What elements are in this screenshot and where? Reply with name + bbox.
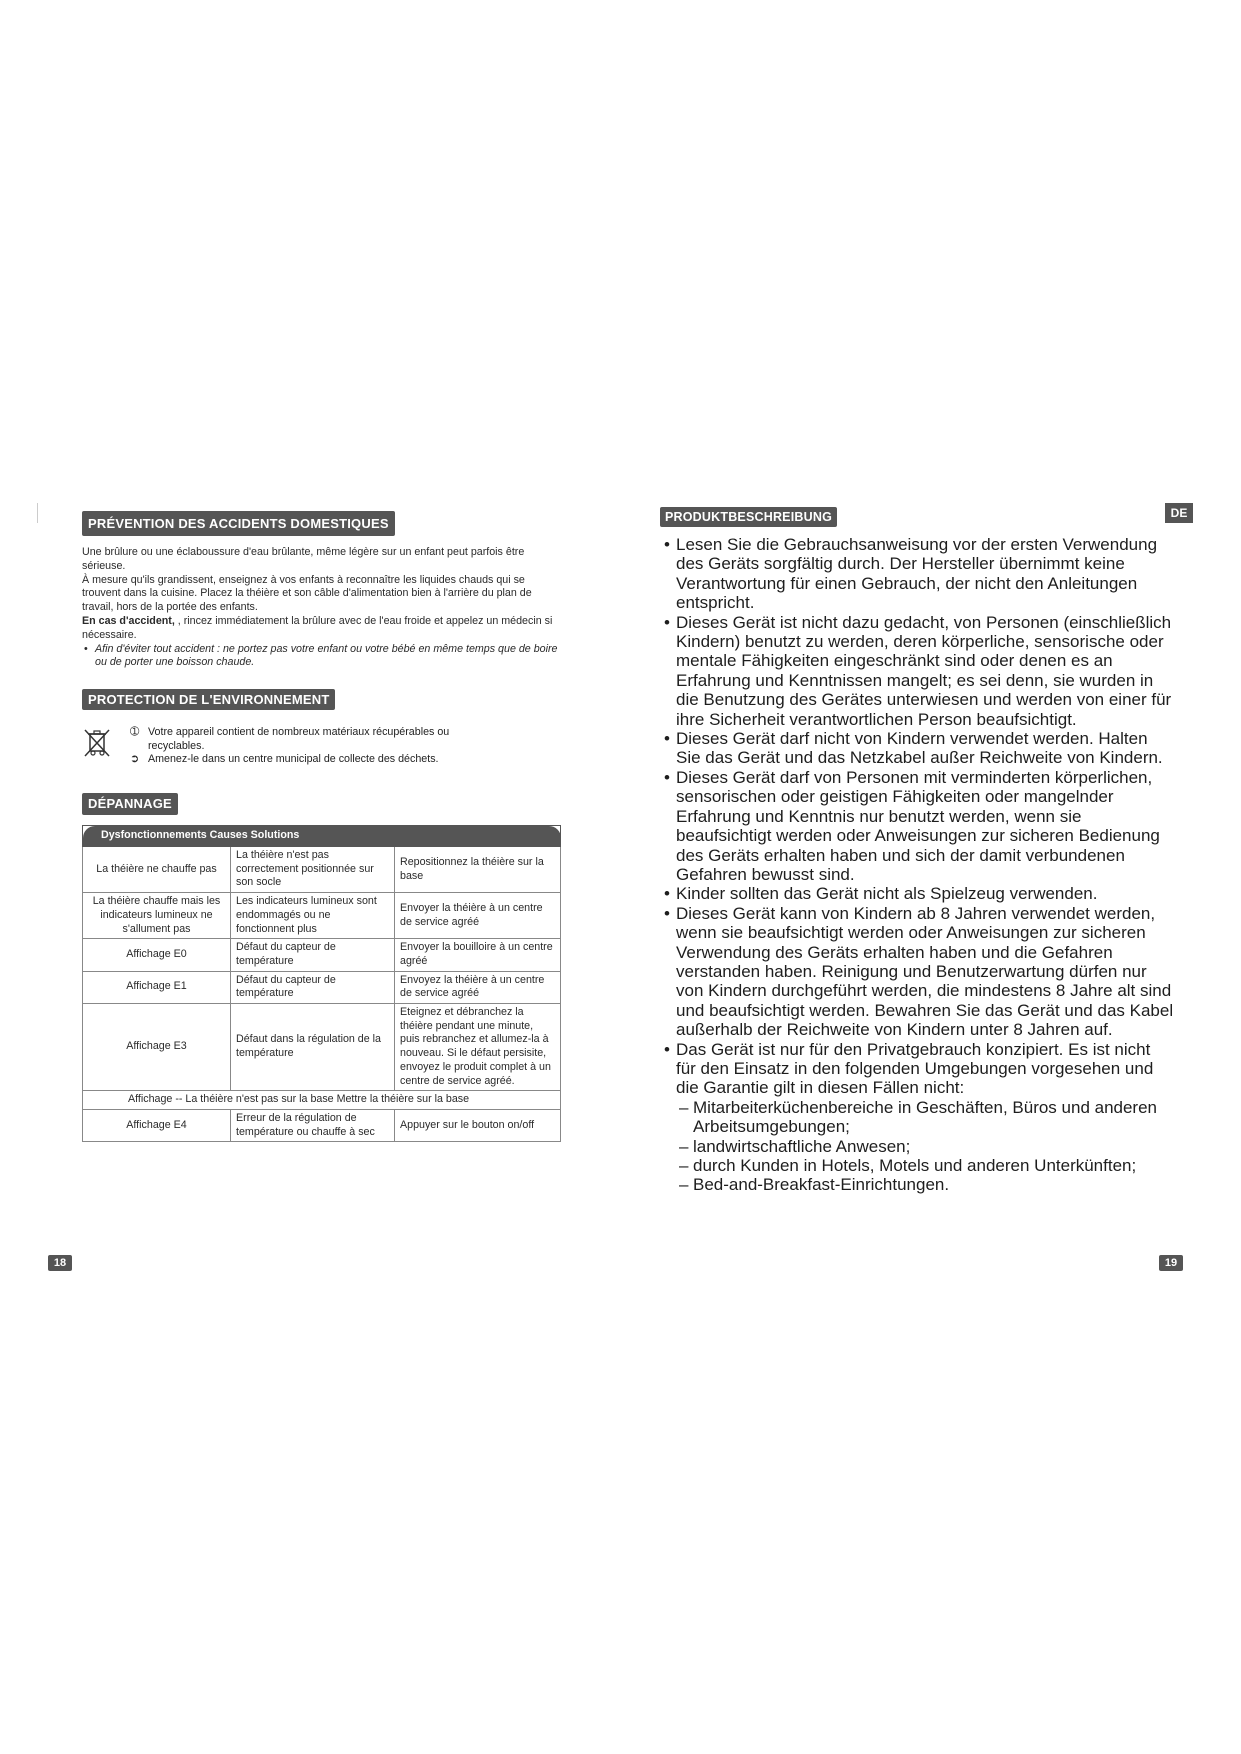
crossed-bin-icon <box>82 727 112 759</box>
language-tag: DE <box>1165 503 1193 523</box>
table-row <box>83 971 561 1003</box>
environment-list <box>130 726 490 767</box>
sub-list-item: – landwirtschaftliche Anwesen; <box>664 1137 1174 1156</box>
accident-text: , rincez immédiatement la brûlure avec de l'eau froide et appelez un médecin si nécessaire. <box>82 614 553 641</box>
list-item: • Dieses Gerät kann von Kindern ab 8 Jahren verwendet werden, wenn sie beaufsichtigt werden oder Anweisungen zur sicheren Verwendung des Geräts erhalten haben und die Gefahren verstanden haben. Reinigung und Benutzerwartung dürfen nur von Kindern durchgeführt werden, die mindestens 8 Jahre alt sind und beaufsichtigt werden. Bewahren Sie das Gerät und das Kabel außerhalb der Reichweite von Kindern unter 8 Jahren auf. <box>664 904 1174 1040</box>
list-item: • Dieses Gerät ist nicht dazu gedacht, von Personen (einschließlich Kindern) benutzt zu werden, deren körperliche, sensorische oder mentale Fähigkeiten eingeschränkt sind oder denen es an Erfahrung und Kenntnissen mangelt; es sei denn, sie wurden in die Benutzung des Gerätes unterwiesen und werden von einer für ihre Sicherheit verantwortlichen Person beaufsichtigt. <box>664 613 1174 729</box>
table-header-empty <box>395 826 561 847</box>
list-item: • Dieses Gerät darf nicht von Kindern verwendet werden. Halten Sie das Gerät und das Netzkabel außer Reichweite von Kindern. <box>664 729 1174 768</box>
table-row <box>83 1109 561 1141</box>
troubleshooting-heading: DÉPANNAGE <box>82 793 178 815</box>
table-row <box>83 939 561 971</box>
symptom-cell: Affichage E1 <box>83 971 231 1003</box>
prevention-bullet-text: Afin d'éviter tout accident : ne portez pas votre enfant ou votre bébé en même temps que de boire ou de porter une boisson chaude. <box>95 642 558 669</box>
symptom-cell: Affichage E0 <box>83 939 231 971</box>
table-row <box>83 1091 561 1110</box>
table-row <box>83 847 561 893</box>
environment-item-1-text: Votre appareil contient de nombreux matériaux récupérables ou recyclables. <box>148 726 450 752</box>
list-item: • Kinder sollten das Gerät nicht als Spielzeug verwenden. <box>664 884 1174 903</box>
list-item: • Lesen Sie die Gebrauchsanweisung vor der ersten Verwendung des Geräts sorgfältig durch. Der Hersteller übernimmt keine Verantwortung für einen Gebrauch, der nicht den Anleitungen entspricht. <box>664 535 1174 613</box>
environment-item-2 <box>130 753 490 767</box>
solution-cell: Repositionnez la théière sur la base <box>395 847 561 893</box>
prevention-text <box>82 546 562 670</box>
product-description-heading: PRODUKTBESCHREIBUNG <box>660 507 837 527</box>
product-description-list <box>664 535 1174 1195</box>
solution-cell: Envoyer la théière à un centre de service agréé <box>395 893 561 939</box>
accident-label: En cas d'accident, <box>82 614 175 627</box>
solution-cell: Envoyer la bouilloire à un centre agréé <box>395 939 561 971</box>
table-header: Dysfonctionnements Causes Solutions <box>83 826 395 847</box>
environment-heading: PROTECTION DE L'ENVIRONNEMENT <box>82 689 335 710</box>
symptom-cell: La théière ne chauffe pas <box>83 847 231 893</box>
cause-cell: Défaut dans la régulation de la température <box>231 1004 395 1091</box>
table-row <box>83 1004 561 1091</box>
prevention-paragraph-3 <box>82 615 562 643</box>
symptom-cell: Affichage E4 <box>83 1109 231 1141</box>
table-row <box>83 893 561 939</box>
list-item: • Das Gerät ist nur für den Privatgebrauch konzipiert. Es ist nicht für den Einsatz in den folgenden Umgebungen vorgesehen und die Garantie gilt in diesen Fällen nicht: <box>664 1040 1174 1098</box>
margin-mark <box>37 503 38 523</box>
bullet-icon: • <box>84 642 88 655</box>
spanning-cell: Affichage -- La théière n'est pas sur la base Mettre la théière sur la base <box>83 1091 561 1110</box>
cause-cell: Défaut du capteur de température <box>231 971 395 1003</box>
environment-item-2-text: Amenez-le dans un centre municipal de collecte des déchets. <box>148 753 439 765</box>
table-header-row <box>83 826 561 847</box>
info-icon: ➀ <box>130 726 140 738</box>
solution-cell: Envoyez la théière à un centre de service agréé <box>395 971 561 1003</box>
symptom-cell: Affichage E3 <box>83 1004 231 1091</box>
arrow-icon: ➲ <box>130 753 140 765</box>
solution-cell: Eteignez et débranchez la théière pendant une minute, puis rebranchez et allumez-la à nouveau. Si le défaut persisite, envoyez le produit complet à un centre de service agréé. <box>395 1004 561 1091</box>
prevention-bullet <box>82 643 562 671</box>
page-number-left: 18 <box>48 1255 72 1271</box>
sub-list-item: – Mitarbeiterküchenbereiche in Geschäften, Büros und anderen Arbeitsumgebungen; <box>664 1098 1174 1137</box>
prevention-paragraph-2: À mesure qu'ils grandissent, enseignez à vos enfants à reconnaître les liquides chauds qui se trouvent dans la cuisine. Placez la théière et son câble d'alimentation bien à l'arrière du plan de travail, hors de la portée des enfants. <box>82 573 532 614</box>
cause-cell: La théière n'est pas correctement positionnée sur son socle <box>231 847 395 893</box>
prevention-paragraph-1: Une brûlure ou une éclaboussure d'eau brûlante, même légère sur un enfant peut parfois être sérieuse. <box>82 546 525 572</box>
cause-cell: Défaut du capteur de température <box>231 939 395 971</box>
troubleshooting-table <box>82 825 561 1142</box>
environment-item-1 <box>130 726 490 753</box>
solution-cell: Appuyer sur le bouton on/off <box>395 1109 561 1141</box>
symptom-cell: La théière chauffe mais les indicateurs lumineux ne s'allument pas <box>83 893 231 939</box>
list-item: • Dieses Gerät darf von Personen mit verminderten körperlichen, sensorischen oder geistigen Fähigkeiten oder mangelnder Erfahrung und Kenntnis nur benutzt werden, wenn sie beaufsichtigt werden oder Anweisungen zur sicheren Bedienung des Geräts erhalten haben und sich der damit verbundenen Gefahren bewusst sind. <box>664 768 1174 884</box>
cause-cell: Les indicateurs lumineux sont endommagés ou ne fonctionnent plus <box>231 893 395 939</box>
cause-cell: Erreur de la régulation de température ou chauffe à sec <box>231 1109 395 1141</box>
prevention-heading: PRÉVENTION DES ACCIDENTS DOMESTIQUES <box>82 511 395 536</box>
sub-list-item: – Bed-and-Breakfast-Einrichtungen. <box>664 1175 1174 1194</box>
sub-list-item: – durch Kunden in Hotels, Motels und anderen Unterkünften; <box>664 1156 1174 1175</box>
page-number-right: 19 <box>1159 1255 1183 1271</box>
